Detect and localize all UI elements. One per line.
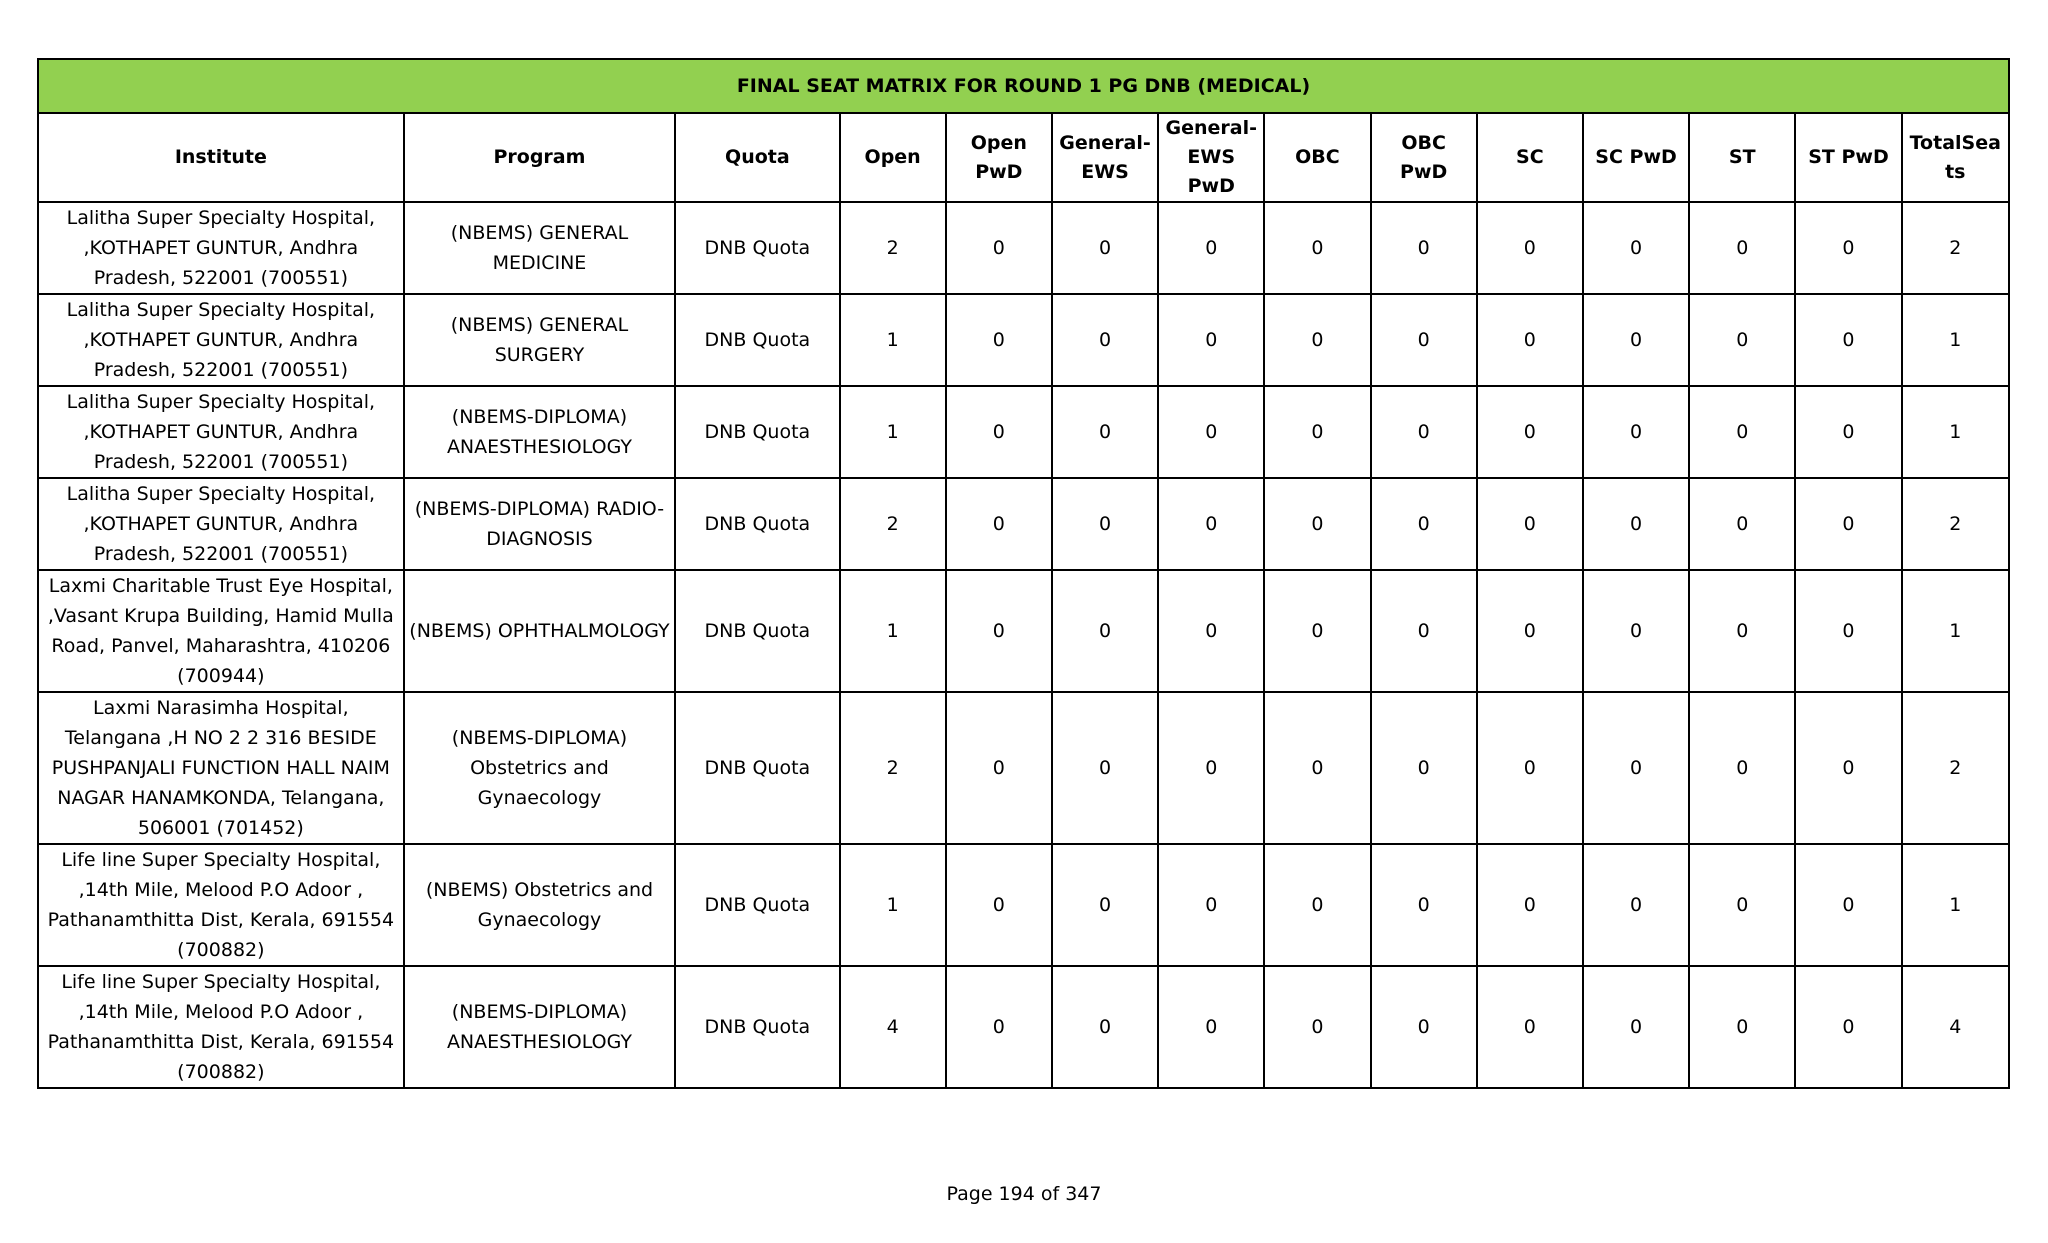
column-header-quota: Quota: [675, 113, 839, 202]
cell-institute: Lalitha Super Specialty Hospital, ,KOTHAPET GUNTUR, Andhra Pradesh, 522001 (700551): [38, 478, 404, 570]
cell-st-pwd: 0: [1795, 478, 1901, 570]
cell-institute: Lalitha Super Specialty Hospital, ,KOTHAPET GUNTUR, Andhra Pradesh, 522001 (700551): [38, 386, 404, 478]
cell-obc: 0: [1264, 386, 1370, 478]
cell-sc-pwd: 0: [1583, 570, 1689, 692]
cell-st: 0: [1689, 570, 1795, 692]
cell-program: (NBEMS) OPHTHALMOLOGY: [404, 570, 676, 692]
cell-quota: DNB Quota: [675, 386, 839, 478]
column-header-general-ews-pwd: General-EWS PwD: [1158, 113, 1264, 202]
cell-general-ews-pwd: 0: [1158, 570, 1264, 692]
cell-st: 0: [1689, 202, 1795, 294]
cell-general-ews: 0: [1052, 570, 1158, 692]
cell-open: 2: [840, 478, 946, 570]
cell-sc-pwd: 0: [1583, 478, 1689, 570]
page-number: Page 194 of 347: [946, 1183, 1102, 1205]
cell-open-pwd: 0: [946, 844, 1052, 966]
cell-total-seats: 2: [1902, 202, 2009, 294]
cell-total-seats: 1: [1902, 844, 2009, 966]
cell-general-ews: 0: [1052, 386, 1158, 478]
cell-st-pwd: 0: [1795, 294, 1901, 386]
cell-sc-pwd: 0: [1583, 202, 1689, 294]
cell-sc: 0: [1477, 478, 1583, 570]
cell-obc: 0: [1264, 202, 1370, 294]
column-header-obc: OBC: [1264, 113, 1370, 202]
cell-st-pwd: 0: [1795, 692, 1901, 844]
cell-sc: 0: [1477, 692, 1583, 844]
cell-sc: 0: [1477, 202, 1583, 294]
cell-obc: 0: [1264, 570, 1370, 692]
column-header-open: Open: [840, 113, 946, 202]
column-header-general-ews: General-EWS: [1052, 113, 1158, 202]
cell-st-pwd: 0: [1795, 386, 1901, 478]
cell-program: (NBEMS-DIPLOMA) ANAESTHESIOLOGY: [404, 386, 676, 478]
cell-st-pwd: 0: [1795, 966, 1901, 1088]
cell-sc-pwd: 0: [1583, 386, 1689, 478]
cell-open-pwd: 0: [946, 202, 1052, 294]
cell-total-seats: 2: [1902, 692, 2009, 844]
table-row: [38, 386, 2009, 478]
cell-general-ews: 0: [1052, 202, 1158, 294]
cell-st-pwd: 0: [1795, 202, 1901, 294]
cell-st-pwd: 0: [1795, 570, 1901, 692]
column-header-total-seats: TotalSeats: [1902, 113, 2009, 202]
cell-institute: Life line Super Specialty Hospital, ,14th Mile, Melood P.O Adoor , Pathanamthitta Dist, Kerala, 691554 (700882): [38, 966, 404, 1088]
cell-sc-pwd: 0: [1583, 966, 1689, 1088]
cell-quota: DNB Quota: [675, 844, 839, 966]
cell-open-pwd: 0: [946, 478, 1052, 570]
table-row: [38, 844, 2009, 966]
cell-obc-pwd: 0: [1371, 570, 1477, 692]
cell-general-ews: 0: [1052, 294, 1158, 386]
cell-open: 4: [840, 966, 946, 1088]
cell-total-seats: 1: [1902, 570, 2009, 692]
cell-program: (NBEMS-DIPLOMA) Obstetrics and Gynaecology: [404, 692, 676, 844]
cell-sc: 0: [1477, 844, 1583, 966]
cell-general-ews: 0: [1052, 844, 1158, 966]
header-row: [38, 113, 2009, 202]
cell-quota: DNB Quota: [675, 294, 839, 386]
page-title: FINAL SEAT MATRIX FOR ROUND 1 PG DNB (MEDICAL): [38, 59, 2009, 113]
cell-open: 1: [840, 844, 946, 966]
cell-program: (NBEMS) Obstetrics and Gynaecology: [404, 844, 676, 966]
cell-institute: Lalitha Super Specialty Hospital, ,KOTHAPET GUNTUR, Andhra Pradesh, 522001 (700551): [38, 202, 404, 294]
cell-obc: 0: [1264, 478, 1370, 570]
cell-open: 2: [840, 202, 946, 294]
cell-open: 2: [840, 692, 946, 844]
cell-st: 0: [1689, 386, 1795, 478]
column-header-institute: Institute: [38, 113, 404, 202]
cell-obc-pwd: 0: [1371, 294, 1477, 386]
column-header-st-pwd: ST PwD: [1795, 113, 1901, 202]
cell-general-ews: 0: [1052, 692, 1158, 844]
cell-open: 1: [840, 570, 946, 692]
cell-st: 0: [1689, 692, 1795, 844]
table-row: [38, 692, 2009, 844]
cell-institute: Laxmi Narasimha Hospital, Telangana ,H NO 2 2 316 BESIDE PUSHPANJALI FUNCTION HALL NAIM NAGAR HANAMKONDA, Telangana, 506001 (701452): [38, 692, 404, 844]
cell-st: 0: [1689, 844, 1795, 966]
cell-obc: 0: [1264, 844, 1370, 966]
table-row: [38, 966, 2009, 1088]
cell-program: (NBEMS-DIPLOMA) RADIO-DIAGNOSIS: [404, 478, 676, 570]
column-header-sc: SC: [1477, 113, 1583, 202]
cell-st-pwd: 0: [1795, 844, 1901, 966]
cell-total-seats: 1: [1902, 294, 2009, 386]
cell-general-ews-pwd: 0: [1158, 692, 1264, 844]
cell-sc: 0: [1477, 386, 1583, 478]
table-row: [38, 478, 2009, 570]
cell-general-ews: 0: [1052, 966, 1158, 1088]
cell-open-pwd: 0: [946, 386, 1052, 478]
cell-obc-pwd: 0: [1371, 202, 1477, 294]
cell-general-ews-pwd: 0: [1158, 294, 1264, 386]
column-header-program: Program: [404, 113, 676, 202]
cell-sc-pwd: 0: [1583, 692, 1689, 844]
table-body: [38, 202, 2009, 1088]
cell-st: 0: [1689, 294, 1795, 386]
cell-general-ews-pwd: 0: [1158, 386, 1264, 478]
cell-quota: DNB Quota: [675, 966, 839, 1088]
cell-institute: Lalitha Super Specialty Hospital, ,KOTHAPET GUNTUR, Andhra Pradesh, 522001 (700551): [38, 294, 404, 386]
cell-obc: 0: [1264, 294, 1370, 386]
cell-general-ews: 0: [1052, 478, 1158, 570]
cell-open: 1: [840, 386, 946, 478]
column-header-st: ST: [1689, 113, 1795, 202]
cell-program: (NBEMS-DIPLOMA) ANAESTHESIOLOGY: [404, 966, 676, 1088]
cell-sc-pwd: 0: [1583, 294, 1689, 386]
cell-sc: 0: [1477, 966, 1583, 1088]
column-header-obc-pwd: OBC PwD: [1371, 113, 1477, 202]
cell-obc: 0: [1264, 966, 1370, 1088]
table-row: [38, 202, 2009, 294]
cell-quota: DNB Quota: [675, 202, 839, 294]
cell-general-ews-pwd: 0: [1158, 202, 1264, 294]
cell-sc: 0: [1477, 570, 1583, 692]
cell-open-pwd: 0: [946, 692, 1052, 844]
cell-open-pwd: 0: [946, 966, 1052, 1088]
cell-quota: DNB Quota: [675, 692, 839, 844]
cell-open: 1: [840, 294, 946, 386]
cell-st: 0: [1689, 478, 1795, 570]
column-header-open-pwd: Open PwD: [946, 113, 1052, 202]
cell-open-pwd: 0: [946, 570, 1052, 692]
cell-sc: 0: [1477, 294, 1583, 386]
column-header-sc-pwd: SC PwD: [1583, 113, 1689, 202]
title-row: [38, 59, 2009, 113]
cell-total-seats: 2: [1902, 478, 2009, 570]
table-row: [38, 570, 2009, 692]
cell-general-ews-pwd: 0: [1158, 478, 1264, 570]
seat-matrix-table: [37, 58, 2010, 1089]
cell-institute: Life line Super Specialty Hospital, ,14th Mile, Melood P.O Adoor , Pathanamthitta Dist, Kerala, 691554 (700882): [38, 844, 404, 966]
cell-quota: DNB Quota: [675, 570, 839, 692]
cell-sc-pwd: 0: [1583, 844, 1689, 966]
cell-quota: DNB Quota: [675, 478, 839, 570]
cell-obc-pwd: 0: [1371, 844, 1477, 966]
cell-obc-pwd: 0: [1371, 386, 1477, 478]
cell-obc-pwd: 0: [1371, 478, 1477, 570]
cell-open-pwd: 0: [946, 294, 1052, 386]
cell-obc: 0: [1264, 692, 1370, 844]
cell-program: (NBEMS) GENERAL MEDICINE: [404, 202, 676, 294]
table-row: [38, 294, 2009, 386]
cell-obc-pwd: 0: [1371, 966, 1477, 1088]
cell-institute: Laxmi Charitable Trust Eye Hospital, ,Vasant Krupa Building, Hamid Mulla Road, Panvel, Maharashtra, 410206 (700944): [38, 570, 404, 692]
cell-program: (NBEMS) GENERAL SURGERY: [404, 294, 676, 386]
cell-total-seats: 4: [1902, 966, 2009, 1088]
cell-general-ews-pwd: 0: [1158, 966, 1264, 1088]
cell-general-ews-pwd: 0: [1158, 844, 1264, 966]
cell-total-seats: 1: [1902, 386, 2009, 478]
cell-obc-pwd: 0: [1371, 692, 1477, 844]
cell-st: 0: [1689, 966, 1795, 1088]
